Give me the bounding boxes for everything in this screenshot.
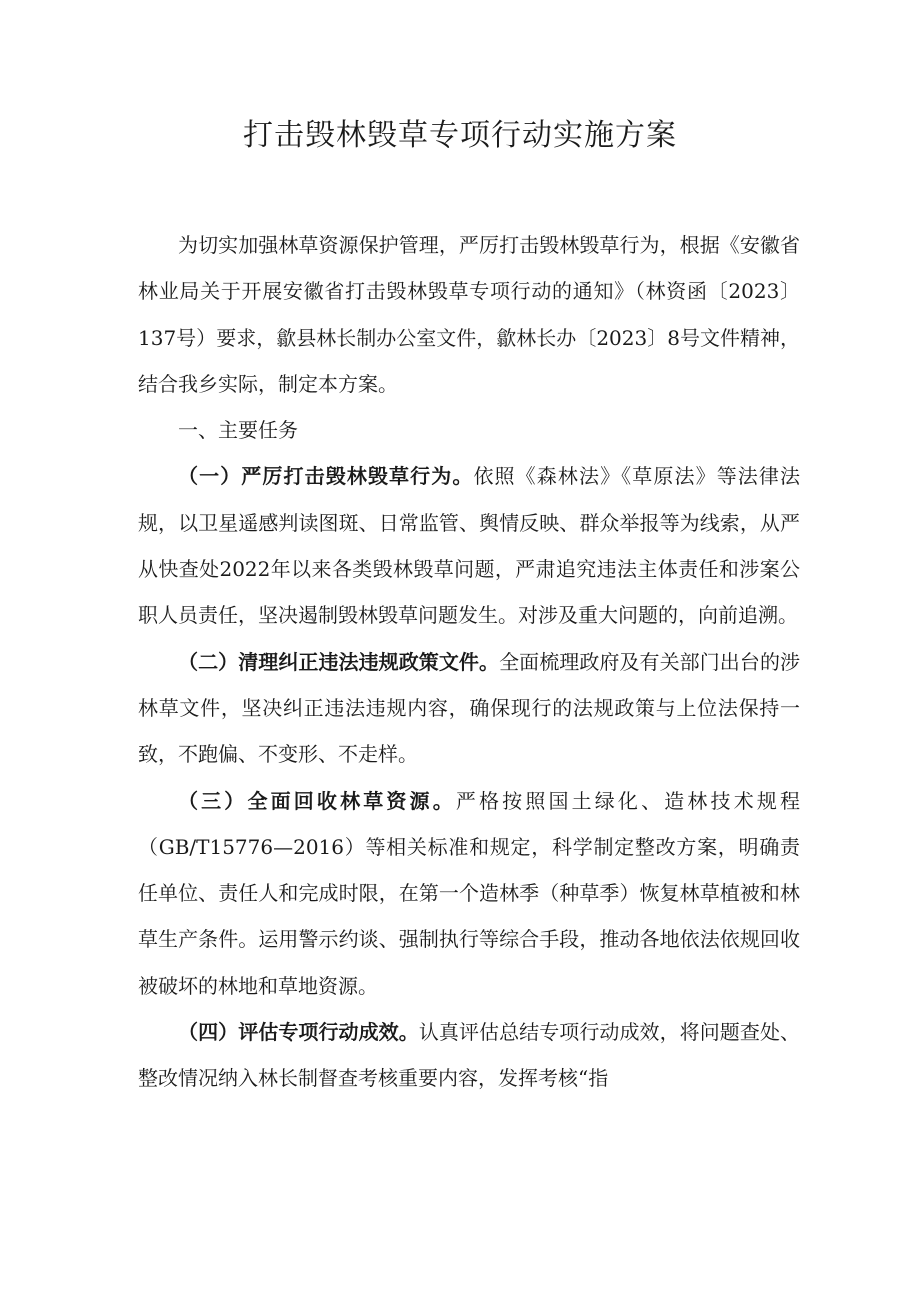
task-text-2: 全面梳理政府及有关部门出台的涉林草文件，坚决纠正违法违规内容，确保现行的法规政策与上位法保持一致，不跑偏、不变形、不走样。 [138,649,801,767]
task-paragraph-3 [138,778,800,1009]
task-text-4: 认真评估总结专项行动成效，将问题查处、整改情况纳入林长制督查考核重要内容，发挥考核“指 [138,1020,801,1091]
task-lead-2: （二）清理纠正违法违规政策文件。 [178,649,500,674]
task-lead-3: （三）全面回收林草资源。 [178,788,456,813]
task-lead-4: （四）评估专项行动成效。 [178,1020,419,1045]
task-paragraph-1 [138,453,800,638]
task-paragraph-2 [138,639,800,778]
task-lead-1: （一）严厉打击毁林毁草行为。 [178,464,474,489]
task-paragraph-4 [138,1009,800,1102]
document-title: 打击毁林毁草专项行动实施方案 [243,118,677,153]
document-body [138,222,800,1102]
task-text-1: 依照《森林法》《草原法》等法律法规，以卫星遥感判读图斑、日常监管、舆情反映、群众举报等为线索，从严从快查处2022年以来各类毁林毁草问题，严肃追究违法主体责任和涉案公职人员责任，坚决遏制毁林毁草问题发生。对涉及重大问题的，向前追溯。 [138,464,801,628]
section-heading-main-tasks: 一、主要任务 [178,418,298,443]
task-text-3: 严格按照国土绿化、造林技术规程（GB/T15776—2016）等相关标准和规定，科学制定整改方案，明确责任单位、责任人和完成时限，在第一个造林季（种草季）恢复林草植被和林草生产条件。运用警示约谈、强制执行等综合手段，推动各地依法依规回收被破坏的林地和草地资源。 [138,788,801,998]
intro-paragraph: 为切实加强林草资源保护管理，严厉打击毁林毁草行为，根据《安徽省林业局关于开展安徽省打击毁林毁草专项行动的通知》（林资函〔2023〕137号）要求，歙县林长制办公室文件，歙林长办〔2023〕8号文件精神，结合我乡实际，制定本方案。 [138,233,800,396]
